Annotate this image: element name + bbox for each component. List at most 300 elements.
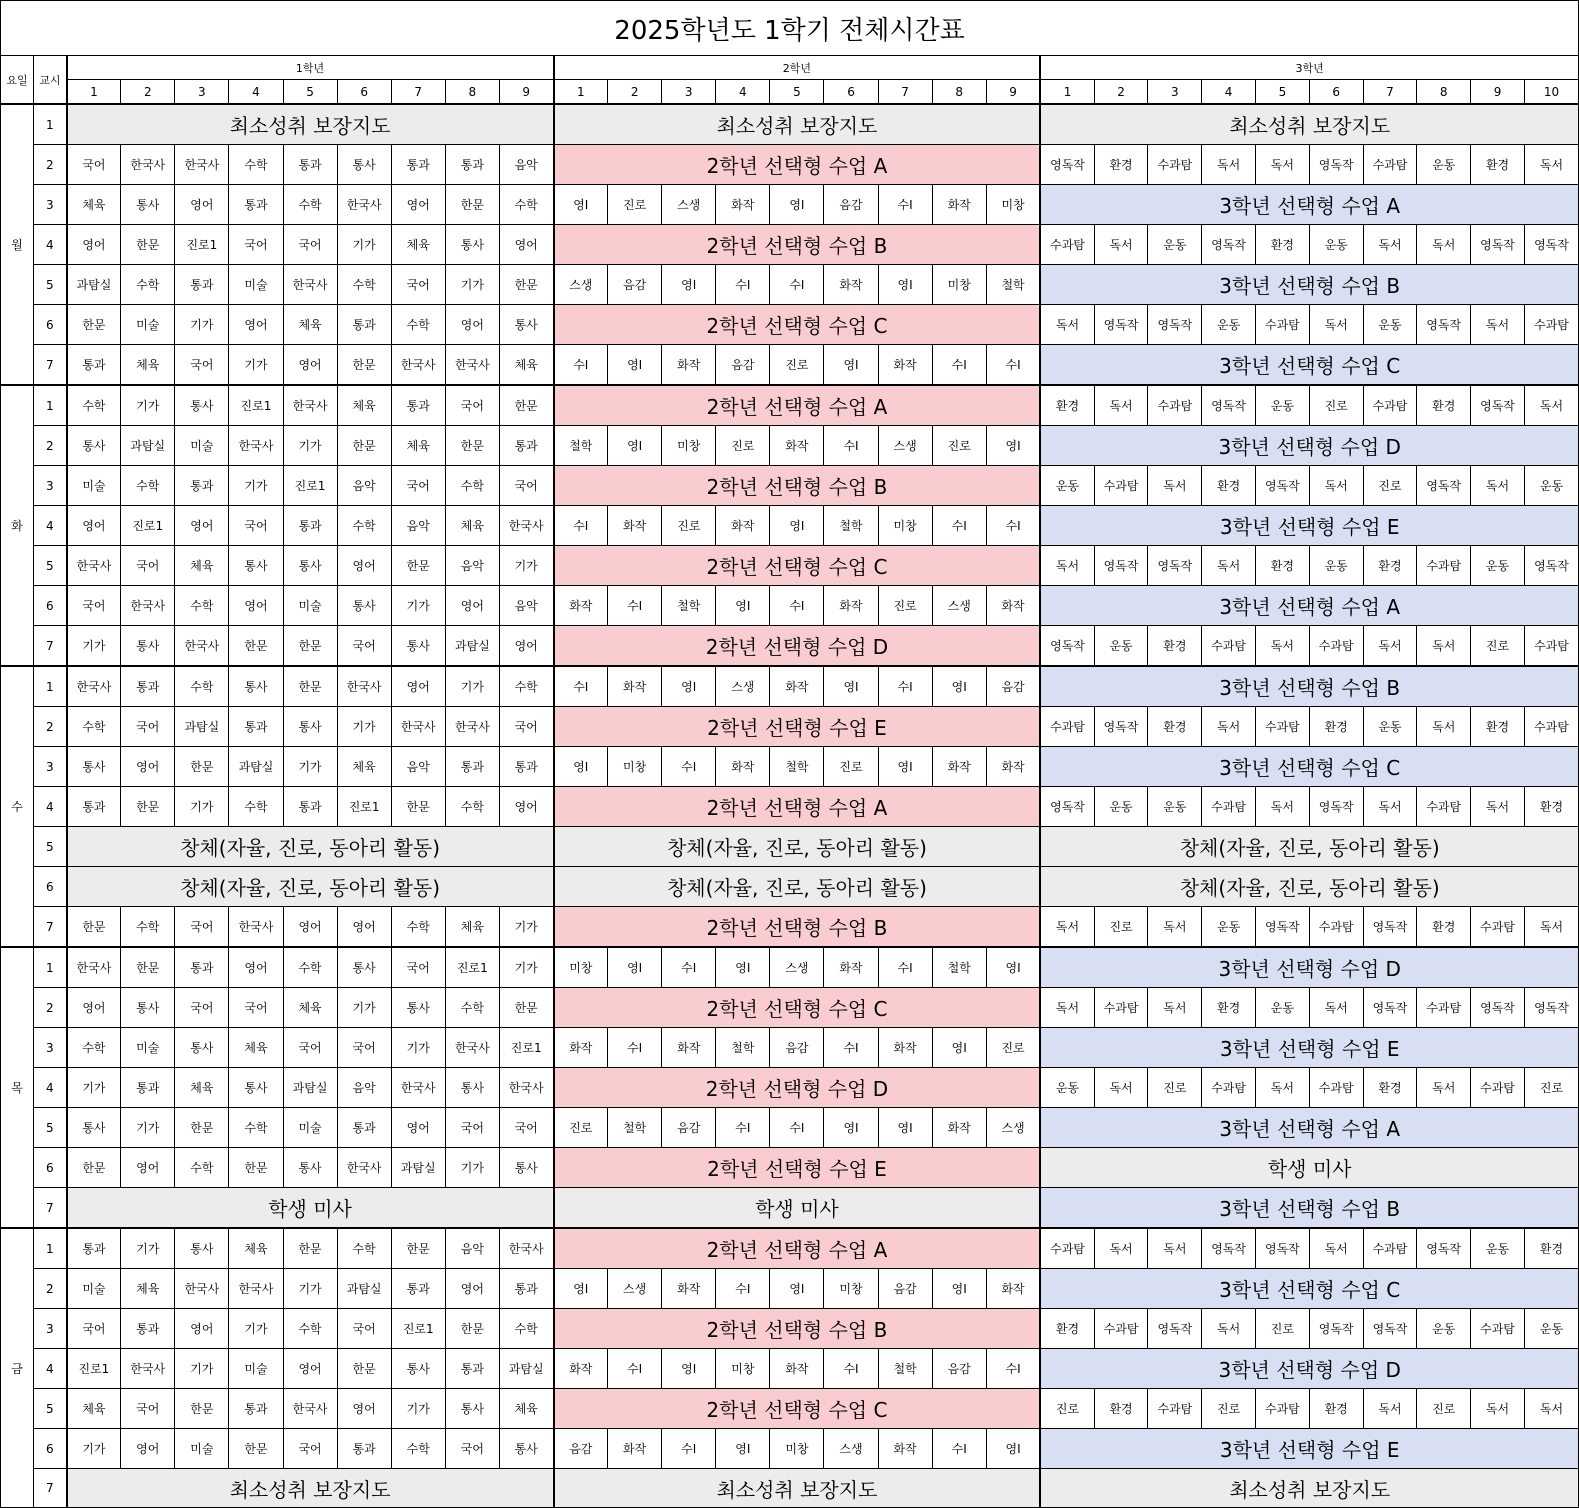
subject-cell: 영Ⅰ [986,1429,1040,1469]
day-label: 화 [1,385,34,666]
subject-cell: 미술 [175,1429,229,1469]
subject-cell: 스생 [716,666,770,707]
subject-cell: 과탐실 [499,1349,553,1389]
subject-cell: 독서 [1256,787,1310,827]
subject-cell: 화작 [878,345,932,386]
subject-cell: 미창 [932,265,986,305]
subject-cell: 철학 [824,506,878,546]
subject-cell: 독서 [1094,225,1148,265]
subject-cell: 화작 [986,586,1040,626]
subject-cell: 수Ⅰ [878,947,932,988]
subject-cell: 독서 [1256,1068,1310,1108]
subject-cell: 영Ⅰ [878,747,932,787]
subject-cell: 운동 [1040,466,1094,506]
subject-cell: 수Ⅰ [608,1028,662,1068]
subject-cell: 영독작 [1202,1228,1256,1269]
timetable-row [1,546,1579,586]
subject-cell: 수학 [337,265,391,305]
subject-cell: 영독작 [1524,546,1578,586]
subject-cell: 국어 [445,385,499,426]
subject-cell: 미창 [662,426,716,466]
subject-cell: 독서 [1524,907,1578,948]
subject-cell: 영독작 [1363,907,1417,948]
period-number: 4 [34,1349,67,1389]
special-activity-cell: 최소성취 보장지도 [1040,104,1578,145]
subject-cell: 통사 [499,1148,553,1188]
subject-cell: 기가 [67,1068,121,1108]
subject-cell: 독서 [1094,1068,1148,1108]
subject-cell: 국어 [175,988,229,1028]
subject-cell: 수과탐 [1471,1309,1525,1349]
subject-cell: 체육 [175,546,229,586]
subject-cell: 독서 [1471,1389,1525,1429]
subject-cell: 진로1 [175,225,229,265]
subject-cell: 수과탐 [1094,466,1148,506]
subject-cell: 한문 [445,426,499,466]
subject-cell: 환경 [1256,225,1310,265]
subject-cell: 영독작 [1148,1309,1202,1349]
subject-cell: 화작 [608,666,662,707]
subject-cell: 기가 [337,707,391,747]
subject-cell: 진로1 [67,1349,121,1389]
elective-block-cell: 3학년 선택형 수업 E [1040,506,1578,546]
subject-cell: 음감 [662,1108,716,1148]
subject-cell: 한국사 [175,145,229,185]
subject-cell: 영독작 [1417,1228,1471,1269]
subject-cell: 환경 [1040,385,1094,426]
subject-cell: 독서 [1148,907,1202,948]
subject-cell: 수과탐 [1256,305,1310,345]
class-number-header: 8 [932,80,986,105]
subject-cell: 국어 [499,466,553,506]
subject-cell: 환경 [1202,466,1256,506]
subject-cell: 수과탐 [1471,907,1525,948]
subject-cell: 통사 [121,185,175,225]
subject-cell: 수과탐 [1524,305,1578,345]
subject-cell: 철학 [878,1349,932,1389]
subject-cell: 수학 [499,185,553,225]
subject-cell: 기가 [499,546,553,586]
subject-cell: 환경 [1040,1309,1094,1349]
subject-cell: 진로 [1417,1389,1471,1429]
subject-cell: 독서 [1417,225,1471,265]
subject-cell: 운동 [1148,787,1202,827]
elective-block-cell: 2학년 선택형 수업 C [554,1389,1041,1429]
subject-cell: 한문 [445,185,499,225]
subject-cell: 영Ⅰ [932,1269,986,1309]
subject-cell: 과탐실 [445,626,499,667]
subject-cell: 기가 [175,305,229,345]
subject-cell: 국어 [229,225,283,265]
subject-cell: 음악 [499,145,553,185]
elective-block-cell: 2학년 선택형 수업 A [554,385,1041,426]
subject-cell: 기가 [283,1269,337,1309]
subject-cell: 영독작 [1309,787,1363,827]
subject-cell: 영어 [67,988,121,1028]
subject-cell: 한국사 [229,1269,283,1309]
subject-cell: 한국사 [391,1068,445,1108]
elective-block-cell: 2학년 선택형 수업 A [554,145,1041,185]
subject-cell: 운동 [1309,546,1363,586]
subject-cell: 환경 [1417,907,1471,948]
subject-cell: 화작 [554,1349,608,1389]
subject-cell: 영어 [499,787,553,827]
period-number: 7 [34,626,67,667]
subject-cell: 진로 [662,506,716,546]
subject-cell: 체육 [337,385,391,426]
subject-cell: 음악 [337,466,391,506]
subject-cell: 한문 [283,626,337,667]
class-number-header: 5 [770,80,824,105]
timetable-row [1,787,1579,827]
subject-cell: 철학 [770,747,824,787]
subject-cell: 영Ⅰ [824,345,878,386]
subject-cell: 수과탐 [1094,1309,1148,1349]
subject-cell: 음악 [391,506,445,546]
subject-cell: 기가 [445,666,499,707]
subject-cell: 한국사 [337,1148,391,1188]
subject-cell: 수Ⅰ [554,506,608,546]
class-number-header: 1 [554,80,608,105]
subject-cell: 수과탐 [1202,1068,1256,1108]
subject-cell: 영Ⅰ [554,1269,608,1309]
period-number: 6 [34,1148,67,1188]
subject-cell: 수과탐 [1524,707,1578,747]
subject-cell: 수Ⅰ [824,1349,878,1389]
subject-cell: 통사 [445,1068,499,1108]
subject-cell: 통과 [499,1269,553,1309]
elective-block-cell: 3학년 선택형 수업 E [1040,1028,1578,1068]
period-number: 5 [34,546,67,586]
grade-header-3: 3학년 [1040,56,1578,80]
subject-cell: 한국사 [445,345,499,386]
class-number-header: 6 [824,80,878,105]
subject-cell: 한문 [175,1108,229,1148]
class-number-header: 4 [716,80,770,105]
subject-cell: 독서 [1309,1228,1363,1269]
grade-header-1: 1학년 [67,56,554,80]
subject-cell: 통사 [67,426,121,466]
period-number: 5 [34,1389,67,1429]
subject-cell: 화작 [932,1108,986,1148]
subject-cell: 국어 [67,1309,121,1349]
special-activity-cell: 최소성취 보장지도 [554,104,1041,145]
subject-cell: 영독작 [1309,1309,1363,1349]
elective-block-cell: 3학년 선택형 수업 A [1040,586,1578,626]
subject-cell: 환경 [1309,1389,1363,1429]
subject-cell: 통사 [445,225,499,265]
subject-cell: 국어 [337,626,391,667]
subject-cell: 미창 [608,747,662,787]
subject-cell: 영Ⅰ [662,666,716,707]
elective-block-cell: 3학년 선택형 수업 A [1040,1108,1578,1148]
subject-cell: 한문 [445,1309,499,1349]
special-activity-cell: 학생 미사 [554,1188,1041,1229]
elective-block-cell: 3학년 선택형 수업 D [1040,947,1578,988]
period-number: 2 [34,988,67,1028]
period-number: 3 [34,1028,67,1068]
subject-cell: 독서 [1363,1389,1417,1429]
subject-cell: 한국사 [121,1349,175,1389]
subject-cell: 화작 [824,265,878,305]
subject-cell: 영Ⅰ [662,1349,716,1389]
subject-cell: 수학 [337,506,391,546]
subject-cell: 독서 [1040,305,1094,345]
subject-cell: 통사 [499,1429,553,1469]
subject-cell: 한국사 [337,185,391,225]
timetable-row [1,385,1579,426]
subject-cell: 한국사 [445,1028,499,1068]
subject-cell: 음감 [608,265,662,305]
subject-cell: 화작 [662,1269,716,1309]
period-number: 2 [34,707,67,747]
subject-cell: 진로 [716,426,770,466]
elective-block-cell: 2학년 선택형 수업 E [554,1148,1041,1188]
subject-cell: 독서 [1471,466,1525,506]
subject-cell: 독서 [1202,145,1256,185]
grade-header-2: 2학년 [554,56,1041,80]
subject-cell: 수과탐 [1524,626,1578,667]
subject-cell: 스생 [932,586,986,626]
subject-cell: 체육 [391,225,445,265]
subject-cell: 미술 [121,1028,175,1068]
subject-cell: 한문 [283,1228,337,1269]
subject-cell: 수과탐 [1094,988,1148,1028]
subject-cell: 수Ⅰ [986,1349,1040,1389]
subject-cell: 한국사 [499,1228,553,1269]
elective-block-cell: 2학년 선택형 수업 C [554,988,1041,1028]
subject-cell: 철학 [554,426,608,466]
subject-cell: 독서 [1524,385,1578,426]
subject-cell: 한국사 [229,907,283,948]
subject-cell: 체육 [67,185,121,225]
timetable-row [1,827,1579,867]
subject-cell: 음악 [499,586,553,626]
subject-cell: 한문 [229,1429,283,1469]
subject-cell: 한국사 [67,666,121,707]
period-number: 4 [34,1068,67,1108]
subject-cell: 수Ⅰ [716,1269,770,1309]
subject-cell: 영어 [445,1269,499,1309]
subject-cell: 기가 [391,586,445,626]
subject-cell: 수과탐 [1417,546,1471,586]
subject-cell: 기가 [337,225,391,265]
subject-cell: 화작 [554,586,608,626]
elective-block-cell: 3학년 선택형 수업 D [1040,426,1578,466]
subject-cell: 영독작 [1309,145,1363,185]
timetable [0,55,1579,1508]
class-number-header: 1 [1040,80,1094,105]
special-activity-cell: 최소성취 보장지도 [67,104,554,145]
subject-cell: 수Ⅰ [608,586,662,626]
subject-cell: 영어 [175,1309,229,1349]
subject-cell: 철학 [608,1108,662,1148]
subject-cell: 미술 [283,586,337,626]
subject-cell: 환경 [1471,707,1525,747]
subject-cell: 화작 [986,747,1040,787]
subject-cell: 화작 [986,1269,1040,1309]
subject-cell: 수과탐 [1148,385,1202,426]
subject-cell: 한국사 [67,947,121,988]
subject-cell: 영독작 [1524,225,1578,265]
subject-cell: 한문 [391,546,445,586]
subject-cell: 수학 [175,1148,229,1188]
subject-cell: 수과탐 [1040,707,1094,747]
subject-cell: 기가 [445,265,499,305]
subject-cell: 진로 [824,747,878,787]
subject-cell: 통사 [391,988,445,1028]
period-number: 1 [34,666,67,707]
subject-cell: 통과 [445,747,499,787]
subject-cell: 영Ⅰ [608,345,662,386]
subject-cell: 미창 [986,185,1040,225]
subject-cell: 영독작 [1417,305,1471,345]
subject-cell: 수Ⅰ [878,666,932,707]
subject-cell: 화작 [716,747,770,787]
class-number-header: 1 [67,80,121,105]
subject-cell: 기가 [229,345,283,386]
elective-block-cell: 2학년 선택형 수업 D [554,1068,1041,1108]
day-label: 목 [1,947,34,1228]
subject-cell: 독서 [1094,385,1148,426]
subject-cell: 한국사 [121,586,175,626]
period-number: 7 [34,907,67,948]
subject-cell: 수Ⅰ [986,506,1040,546]
timetable-row [1,1068,1579,1108]
period-number: 6 [34,586,67,626]
subject-cell: 통과 [67,1228,121,1269]
subject-cell: 체육 [175,1068,229,1108]
subject-cell: 수Ⅰ [554,345,608,386]
subject-cell: 체육 [283,988,337,1028]
period-number: 3 [34,1309,67,1349]
class-number-header: 7 [391,80,445,105]
subject-cell: 한문 [121,225,175,265]
subject-cell: 수Ⅰ [662,947,716,988]
subject-cell: 수학 [67,1028,121,1068]
subject-cell: 환경 [1471,145,1525,185]
subject-cell: 통과 [391,385,445,426]
subject-cell: 영어 [67,225,121,265]
subject-cell: 영독작 [1471,988,1525,1028]
period-number: 7 [34,345,67,386]
subject-cell: 독서 [1471,305,1525,345]
subject-cell: 국어 [67,586,121,626]
subject-cell: 환경 [1094,145,1148,185]
special-activity-cell: 창체(자율, 진로, 동아리 활동) [554,867,1041,907]
subject-cell: 진로 [986,1028,1040,1068]
subject-cell: 수과탐 [1309,907,1363,948]
subject-cell: 기가 [121,385,175,426]
subject-cell: 한문 [67,305,121,345]
class-number-header: 8 [445,80,499,105]
period-number: 4 [34,225,67,265]
subject-cell: 국어 [67,145,121,185]
timetable-row [1,947,1579,988]
period-number: 5 [34,1108,67,1148]
subject-cell: 한문 [337,426,391,466]
subject-cell: 국어 [121,1389,175,1429]
subject-cell: 수과탐 [1256,1389,1310,1429]
subject-cell: 영어 [445,586,499,626]
subject-cell: 영독작 [1202,225,1256,265]
period-header-label: 교시 [34,56,67,105]
subject-cell: 운동 [1202,907,1256,948]
subject-cell: 수학 [391,305,445,345]
subject-cell: 화작 [824,947,878,988]
subject-cell: 수과탐 [1363,145,1417,185]
subject-cell: 진로1 [445,947,499,988]
subject-cell: 독서 [1202,546,1256,586]
subject-cell: 진로 [878,586,932,626]
subject-cell: 수학 [175,666,229,707]
subject-cell: 통사 [391,1349,445,1389]
subject-cell: 미술 [67,1269,121,1309]
subject-cell: 화작 [716,506,770,546]
subject-cell: 음악 [445,1228,499,1269]
timetable-row [1,305,1579,345]
subject-cell: 수학 [391,907,445,948]
subject-cell: 기가 [499,947,553,988]
subject-cell: 영독작 [1040,626,1094,667]
subject-cell: 기가 [67,626,121,667]
subject-cell: 한국사 [67,546,121,586]
class-number-header: 9 [1471,80,1525,105]
page-title: 2025학년도 1학기 전체시간표 [0,0,1579,56]
class-number-header: 4 [1202,80,1256,105]
subject-cell: 영어 [121,747,175,787]
subject-cell: 운동 [1256,385,1310,426]
subject-cell: 한국사 [283,1389,337,1429]
subject-cell: 통과 [67,787,121,827]
subject-cell: 수과탐 [1363,385,1417,426]
elective-block-cell: 3학년 선택형 수업 C [1040,1269,1578,1309]
subject-cell: 음감 [986,666,1040,707]
subject-cell: 기가 [121,1108,175,1148]
subject-cell: 국어 [337,1028,391,1068]
subject-cell: 한국사 [175,626,229,667]
subject-cell: 영어 [229,586,283,626]
elective-block-cell: 3학년 선택형 수업 E [1040,1429,1578,1469]
subject-cell: 독서 [1202,707,1256,747]
class-number-header: 5 [283,80,337,105]
subject-cell: 진로 [1040,1389,1094,1429]
class-number-header: 2 [121,80,175,105]
special-activity-cell: 학생 미사 [1040,1148,1578,1188]
subject-cell: 진로1 [337,787,391,827]
elective-block-cell: 2학년 선택형 수업 B [554,225,1041,265]
subject-cell: 독서 [1309,988,1363,1028]
subject-cell: 통사 [121,988,175,1028]
subject-cell: 독서 [1524,1389,1578,1429]
subject-cell: 영어 [445,305,499,345]
subject-cell: 영Ⅰ [608,947,662,988]
subject-cell: 음악 [445,546,499,586]
subject-cell: 통과 [175,947,229,988]
subject-cell: 수학 [337,1228,391,1269]
elective-block-cell: 2학년 선택형 수업 B [554,1309,1041,1349]
timetable-row [1,666,1579,707]
subject-cell: 영독작 [1524,988,1578,1028]
timetable-row [1,506,1579,546]
class-number-header: 3 [1148,80,1202,105]
class-number-header: 7 [1363,80,1417,105]
timetable-row [1,265,1579,305]
subject-cell: 영어 [499,225,553,265]
timetable-row [1,626,1579,667]
subject-cell: 영어 [499,626,553,667]
subject-cell: 진로 [1202,1389,1256,1429]
